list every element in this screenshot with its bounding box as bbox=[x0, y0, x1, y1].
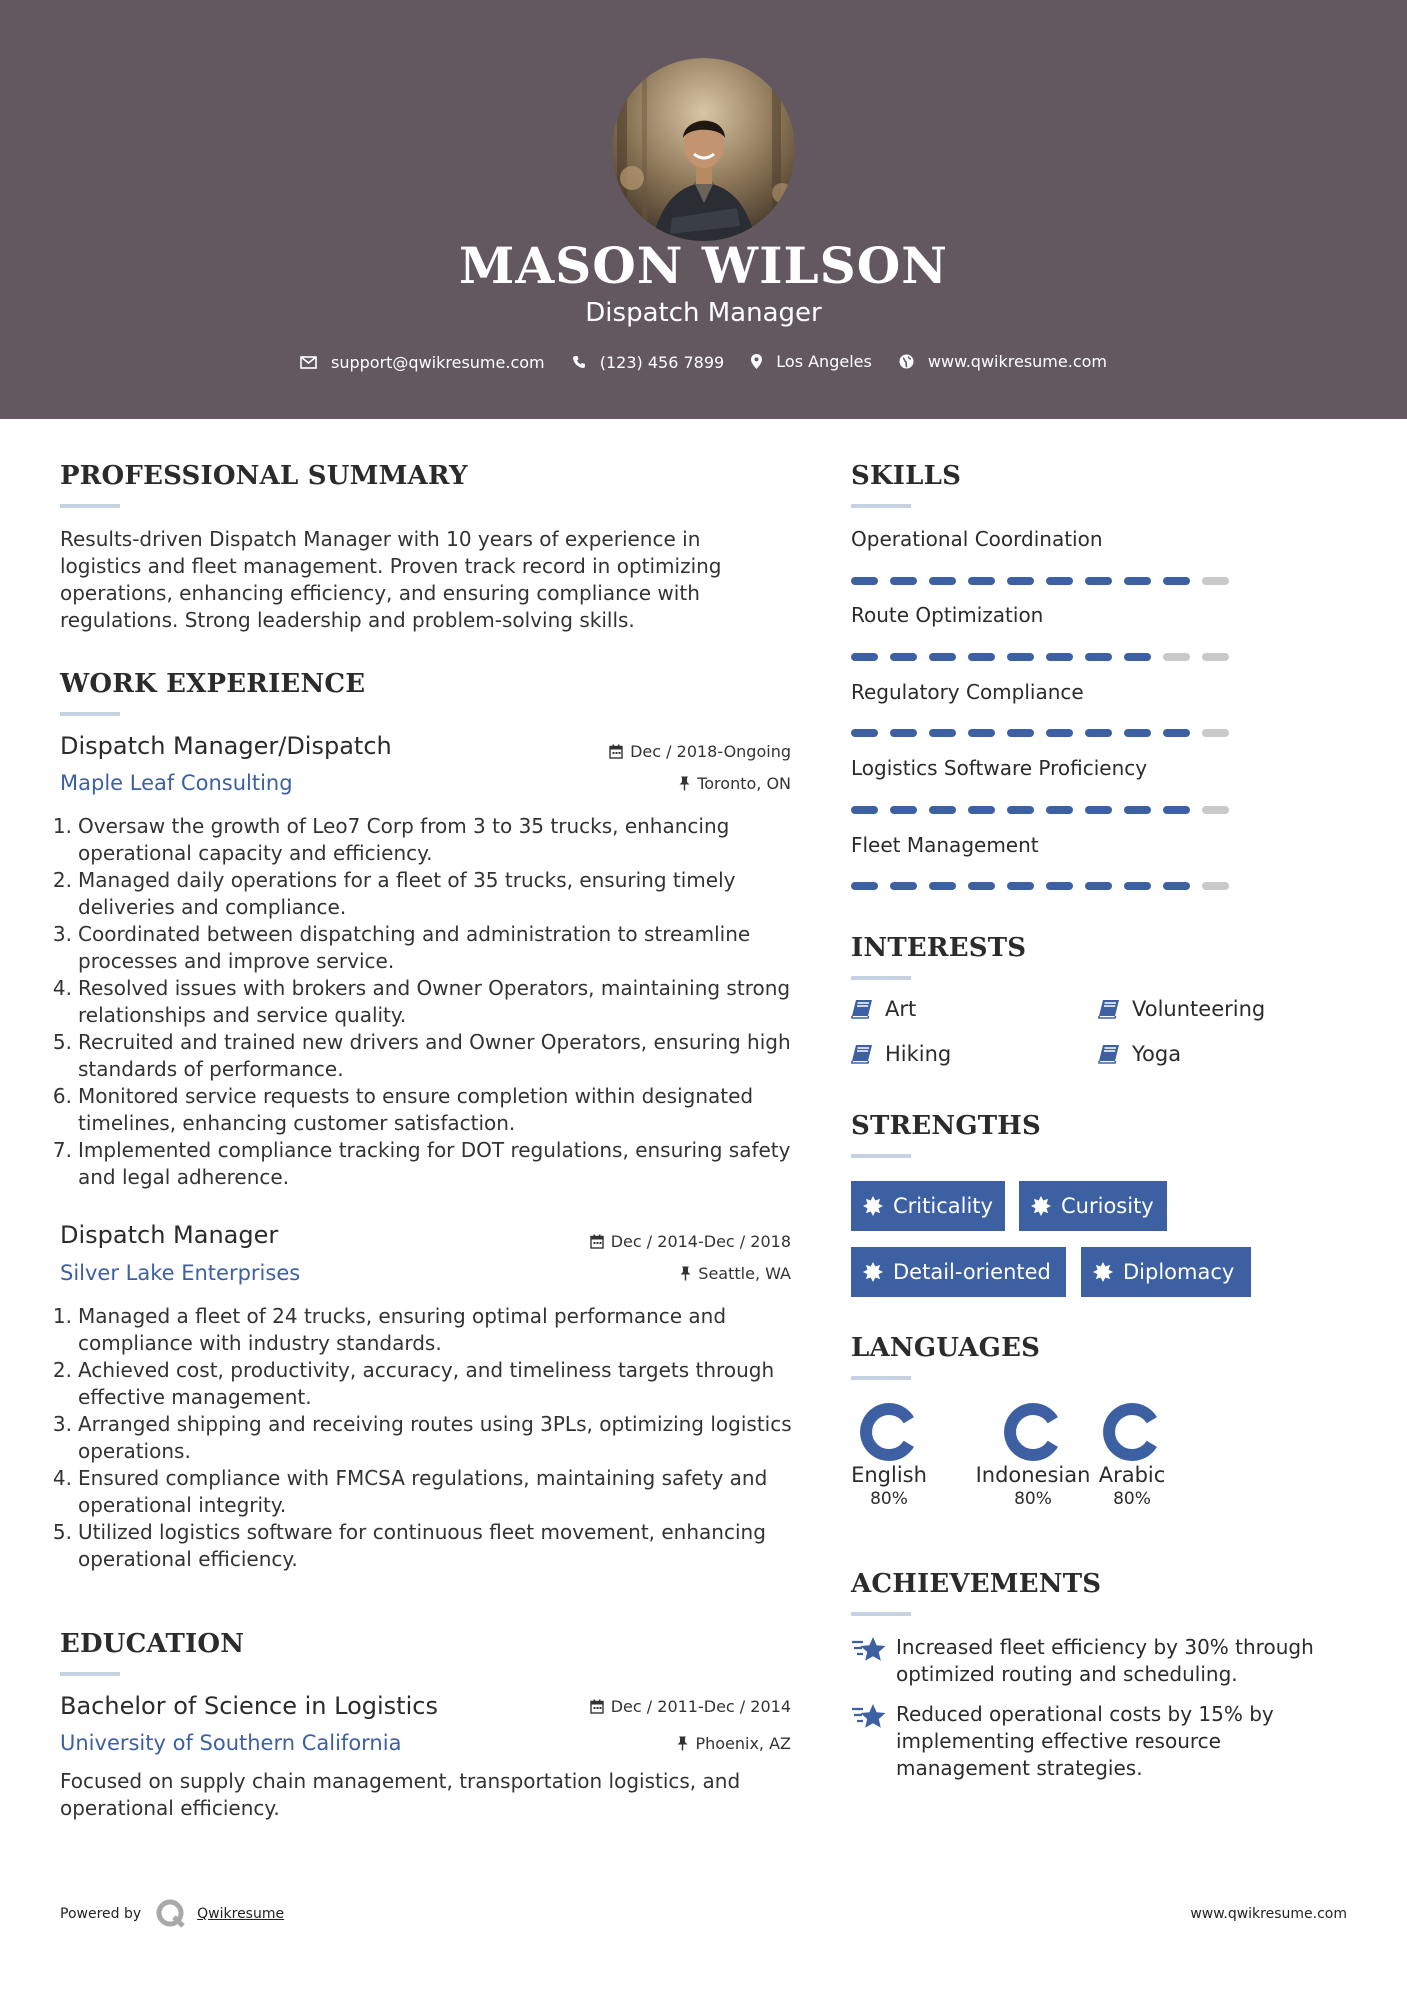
strengths-heading: STRENGTHS bbox=[851, 1111, 1042, 1141]
contact-email[interactable] bbox=[300, 353, 545, 372]
contact-website-text: www.qwikresume.com bbox=[927, 352, 1107, 371]
skill-name: Logistics Software Proficiency bbox=[851, 756, 1148, 780]
skill-dot-filled bbox=[929, 577, 956, 585]
education-dates-text: Dec / 2011-Dec / 2014 bbox=[610, 1697, 791, 1716]
skill-meter bbox=[851, 577, 1241, 585]
skill-dot-filled bbox=[1007, 653, 1034, 661]
skill-dot-filled bbox=[1007, 577, 1034, 585]
badge-burst-icon bbox=[863, 1262, 883, 1282]
language-name: Indonesian bbox=[975, 1463, 1091, 1487]
language-percent: 80% bbox=[1014, 1489, 1052, 1509]
skill-dot-filled bbox=[890, 729, 917, 737]
job-location bbox=[679, 774, 791, 793]
skill-dot-filled bbox=[968, 806, 995, 814]
badge-burst-icon bbox=[1031, 1196, 1051, 1216]
skill-dot-empty bbox=[1202, 882, 1229, 890]
language-progress-ring bbox=[1101, 1401, 1163, 1463]
education-dates bbox=[590, 1697, 791, 1716]
skills-heading: SKILLS bbox=[851, 461, 962, 491]
job-dates bbox=[590, 1232, 791, 1251]
interest-item: Volunteering bbox=[1098, 997, 1265, 1021]
contact-phone[interactable] bbox=[572, 353, 724, 372]
interests-heading: INTERESTS bbox=[851, 933, 1027, 963]
list-item: 3. Coordinated between dispatching and administration to streamline processes and improve service. bbox=[52, 922, 751, 973]
skill-dot-empty bbox=[1202, 577, 1229, 585]
job-dates-text: Dec / 2018-Ongoing bbox=[630, 742, 791, 761]
job-location-text: Seattle, WA bbox=[698, 1264, 791, 1283]
candidate-title: Dispatch Manager bbox=[585, 298, 822, 328]
candidate-name: MASON WILSON bbox=[459, 236, 948, 295]
list-item: 2. Managed daily operations for a fleet of 35 trucks, ensuring timely deliveries and compliance. bbox=[52, 868, 736, 919]
envelope-icon bbox=[300, 356, 317, 369]
skill-dot-filled bbox=[1085, 653, 1112, 661]
skill-dot-filled bbox=[968, 729, 995, 737]
languages-heading: LANGUAGES bbox=[851, 1333, 1041, 1363]
skill-name: Regulatory Compliance bbox=[851, 680, 1084, 704]
language-item bbox=[844, 1401, 934, 1509]
company-name: Maple Leaf Consulting bbox=[60, 771, 293, 795]
company-name: Silver Lake Enterprises bbox=[60, 1261, 301, 1285]
pushpin-icon bbox=[679, 776, 690, 791]
skill-dot-filled bbox=[1007, 806, 1034, 814]
book-icon bbox=[1098, 1044, 1120, 1064]
achievements-heading: ACHIEVEMENTS bbox=[851, 1569, 1102, 1599]
contact-phone-text: (123) 456 7899 bbox=[599, 352, 725, 372]
section-divider bbox=[60, 504, 120, 508]
education-description: Focused on supply chain management, transportation logistics, and operational efficiency. bbox=[60, 1769, 741, 1820]
language-percent: 80% bbox=[870, 1489, 908, 1509]
calendar-icon bbox=[609, 744, 623, 759]
skill-dot-filled bbox=[1007, 882, 1034, 890]
job-title: Dispatch Manager/Dispatch bbox=[60, 732, 392, 760]
contact-location bbox=[751, 352, 872, 371]
list-item: 5. Utilized logistics software for continuous fleet movement, enhancing operational efficiency. bbox=[52, 1520, 766, 1571]
list-item: 4. Ensured compliance with FMCSA regulations, maintaining safety and operational integrity. bbox=[52, 1466, 768, 1517]
achievement-item: Increased fleet efficiency by 30% through optimized routing and scheduling. bbox=[851, 1634, 1341, 1688]
language-item bbox=[968, 1401, 1098, 1509]
contact-email-text: support@qwikresume.com bbox=[331, 353, 545, 372]
phone-icon bbox=[572, 355, 586, 369]
degree-title: Bachelor of Science in Logistics bbox=[60, 1692, 438, 1720]
skill-dot-filled bbox=[1085, 577, 1112, 585]
skill-name: Route Optimization bbox=[851, 603, 1044, 627]
section-divider bbox=[851, 976, 911, 980]
list-item: 2. Achieved cost, productivity, accuracy, and timeliness targets through effective management. bbox=[52, 1358, 775, 1409]
skill-dot-filled bbox=[1085, 806, 1112, 814]
strength-badge: Diplomacy bbox=[1081, 1247, 1251, 1297]
qwikresume-link[interactable]: Qwikresume bbox=[197, 1906, 285, 1922]
skill-dot-filled bbox=[1046, 577, 1073, 585]
skill-dot-filled bbox=[929, 729, 956, 737]
section-divider bbox=[851, 1376, 911, 1380]
skill-dot-empty bbox=[1202, 806, 1229, 814]
interest-item: Art bbox=[851, 997, 916, 1021]
language-name: English bbox=[851, 1463, 927, 1487]
skill-dot-filled bbox=[1046, 882, 1073, 890]
section-divider bbox=[60, 1672, 120, 1676]
list-item: 3. Arranged shipping and receiving routes using 3PLs, optimizing logistics operations. bbox=[52, 1412, 792, 1463]
interest-item: Yoga bbox=[1098, 1042, 1181, 1066]
contact-location-text: Los Angeles bbox=[776, 352, 872, 371]
list-item: 4. Resolved issues with brokers and Owner Operators, maintaining strong relationships and service quality. bbox=[52, 976, 791, 1027]
skill-dot-filled bbox=[851, 729, 878, 737]
badge-burst-icon bbox=[863, 1196, 883, 1216]
calendar-icon bbox=[590, 1234, 604, 1249]
skill-dot-filled bbox=[890, 806, 917, 814]
section-divider bbox=[60, 712, 120, 716]
contact-bar bbox=[0, 352, 1407, 373]
interest-item: Hiking bbox=[851, 1042, 951, 1066]
education-heading: EDUCATION bbox=[60, 1629, 245, 1659]
skill-dot-filled bbox=[1124, 653, 1151, 661]
skill-dot-filled bbox=[929, 806, 956, 814]
strength-badge: Criticality bbox=[851, 1181, 1005, 1231]
qwikresume-logo-icon bbox=[155, 1898, 187, 1930]
skill-dot-empty bbox=[1202, 653, 1229, 661]
skill-dot-filled bbox=[1124, 806, 1151, 814]
skill-dot-filled bbox=[890, 653, 917, 661]
skill-meter bbox=[851, 729, 1241, 737]
section-divider bbox=[851, 1154, 911, 1158]
skill-dot-filled bbox=[1046, 729, 1073, 737]
list-item: 7. Implemented compliance tracking for DOT regulations, ensuring safety and legal adherence. bbox=[52, 1138, 791, 1189]
language-progress-ring bbox=[1002, 1401, 1064, 1463]
powered-by-label: Powered by bbox=[60, 1906, 142, 1922]
book-icon bbox=[1098, 999, 1120, 1019]
skill-dot-filled bbox=[929, 882, 956, 890]
skill-dot-filled bbox=[1085, 729, 1112, 737]
skill-dot-filled bbox=[1163, 806, 1190, 814]
list-item: 1. Oversaw the growth of Leo7 Corp from 3 to 35 trucks, enhancing operational capacity and efficiency. bbox=[52, 814, 730, 865]
footer-website[interactable]: www.qwikresume.com bbox=[1190, 1906, 1347, 1922]
list-item: 1. Managed a fleet of 24 trucks, ensuring optimal performance and compliance with industry standards. bbox=[52, 1304, 727, 1355]
skill-dot-empty bbox=[1202, 729, 1229, 737]
skill-dot-filled bbox=[890, 577, 917, 585]
badge-burst-icon bbox=[1093, 1262, 1113, 1282]
skill-dot-filled bbox=[1163, 577, 1190, 585]
pushpin-icon bbox=[680, 1266, 691, 1281]
skill-dot-filled bbox=[968, 577, 995, 585]
skill-dot-filled bbox=[1046, 653, 1073, 661]
skill-meter bbox=[851, 882, 1241, 890]
job-location-text: Toronto, ON bbox=[697, 774, 791, 793]
map-pin-icon bbox=[751, 354, 762, 369]
language-percent: 80% bbox=[1113, 1489, 1151, 1509]
globe-icon bbox=[899, 354, 914, 369]
summary-text: Results-driven Dispatch Manager with 10 years of experience in logistics and fleet management. Proven track record in optimizing operations, enhancing efficiency, and ensuring compliance with regulations. Strong leadership and problem-solving skills. bbox=[60, 527, 722, 632]
skill-dot-filled bbox=[1124, 882, 1151, 890]
resume-header bbox=[0, 0, 1407, 419]
calendar-icon bbox=[590, 1699, 604, 1714]
list-item: 5. Recruited and trained new drivers and Owner Operators, ensuring high standards of performance. bbox=[52, 1030, 791, 1081]
profile-photo bbox=[612, 58, 795, 241]
job-title: Dispatch Manager bbox=[60, 1221, 279, 1249]
strength-badge: Detail-oriented bbox=[851, 1247, 1066, 1297]
section-divider bbox=[851, 1612, 911, 1616]
skill-dot-filled bbox=[1007, 729, 1034, 737]
education-location bbox=[677, 1734, 791, 1753]
skill-dot-filled bbox=[1085, 882, 1112, 890]
education-location-text: Phoenix, AZ bbox=[695, 1734, 791, 1753]
skill-dot-filled bbox=[968, 653, 995, 661]
job-dates bbox=[609, 742, 791, 761]
skill-name: Fleet Management bbox=[851, 833, 1039, 857]
skill-dot-filled bbox=[929, 653, 956, 661]
skill-meter bbox=[851, 806, 1241, 814]
experience-heading: WORK EXPERIENCE bbox=[60, 669, 366, 699]
book-icon bbox=[851, 1044, 873, 1064]
footer-powered-by bbox=[60, 1898, 284, 1930]
skill-dot-filled bbox=[851, 806, 878, 814]
section-divider bbox=[851, 504, 911, 508]
skill-dot-filled bbox=[1163, 729, 1190, 737]
skill-dot-filled bbox=[1046, 806, 1073, 814]
skill-dot-filled bbox=[1124, 577, 1151, 585]
star-icon bbox=[851, 1703, 886, 1729]
job-location bbox=[680, 1264, 791, 1283]
summary-heading: PROFESSIONAL SUMMARY bbox=[60, 461, 468, 491]
language-name: Arabic bbox=[1098, 1463, 1166, 1487]
list-item: 6. Monitored service requests to ensure completion within designated timelines, enhancing customer satisfaction. bbox=[52, 1084, 754, 1135]
skill-dot-filled bbox=[1124, 729, 1151, 737]
language-item bbox=[1092, 1401, 1172, 1509]
skill-name: Operational Coordination bbox=[851, 527, 1103, 551]
book-icon bbox=[851, 999, 873, 1019]
skill-dot-filled bbox=[968, 882, 995, 890]
pushpin-icon bbox=[677, 1736, 688, 1751]
achievement-item: Reduced operational costs by 15% by implementing effective resource management strategies. bbox=[851, 1701, 1341, 1782]
language-progress-ring bbox=[858, 1401, 920, 1463]
job-bullets bbox=[50, 1303, 792, 1573]
job-bullets bbox=[50, 813, 792, 1191]
skill-dot-empty bbox=[1163, 653, 1190, 661]
skill-dot-filled bbox=[1163, 882, 1190, 890]
skill-dot-filled bbox=[851, 882, 878, 890]
skill-dot-filled bbox=[890, 882, 917, 890]
job-dates-text: Dec / 2014-Dec / 2018 bbox=[610, 1232, 791, 1251]
school-name: University of Southern California bbox=[60, 1731, 402, 1755]
strength-badge: Curiosity bbox=[1019, 1181, 1167, 1231]
skill-dot-filled bbox=[851, 577, 878, 585]
skill-dot-filled bbox=[851, 653, 878, 661]
skill-meter bbox=[851, 653, 1241, 661]
contact-website[interactable] bbox=[899, 352, 1107, 371]
star-icon bbox=[851, 1636, 886, 1662]
